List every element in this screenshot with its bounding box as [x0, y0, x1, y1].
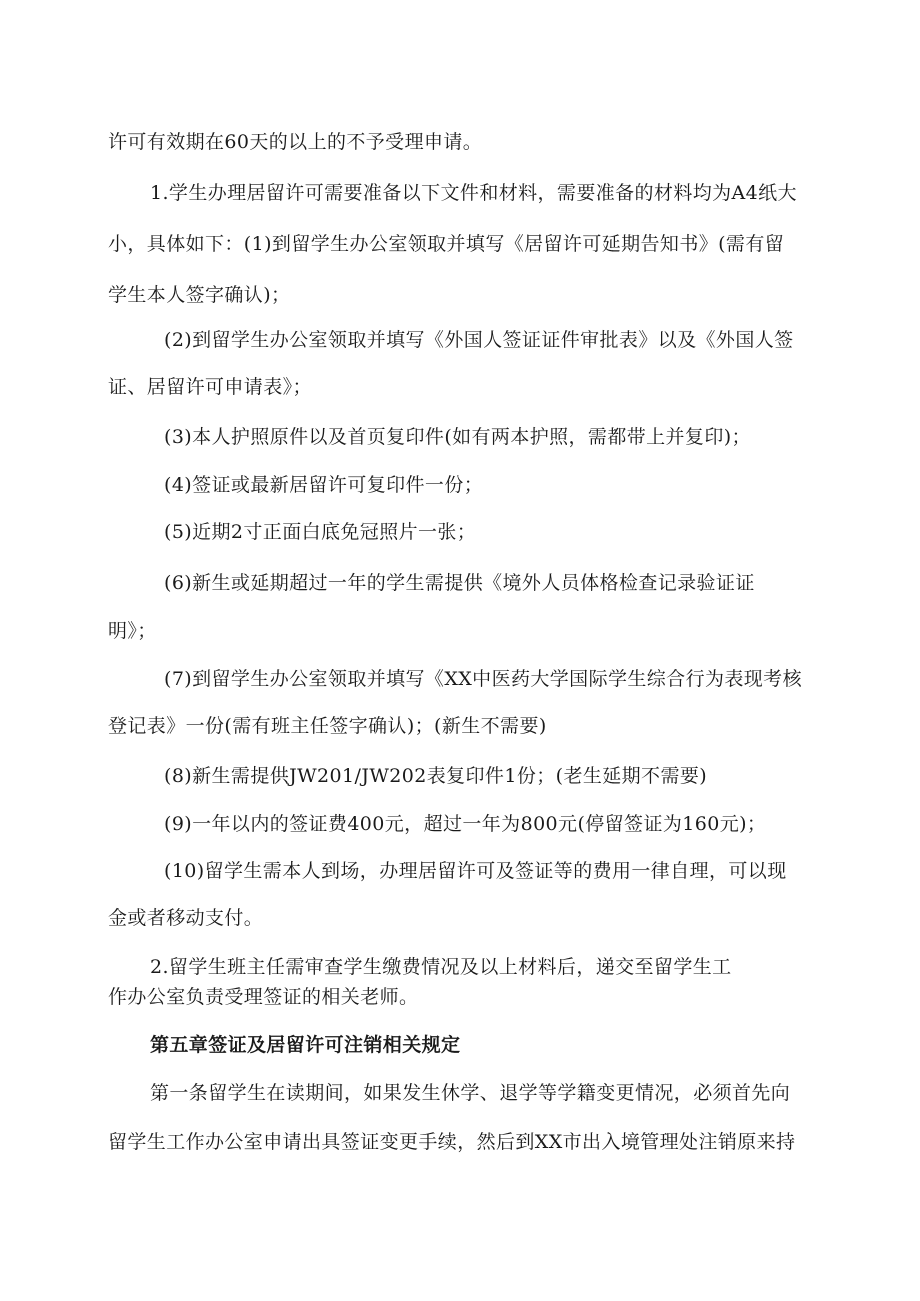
item1-line2: 小，具体如下：(1)到留学生办公室领取并填写《居留许可延期告知书》(需有留 — [108, 233, 785, 255]
item1-line1: 1.学生办理居留许可需要准备以下文件和材料，需要准备的材料均为A4纸大 — [150, 182, 797, 204]
sub8-line: (8)新生需提供JW201/JW202表复印件1份；(老生延期不需要) — [164, 765, 708, 787]
continuation-line: 许可有效期在60天的以上的不予受理申请。 — [108, 131, 483, 153]
sub6-line2: 明》； — [108, 620, 157, 642]
sub7-line2: 登记表》一份(需有班主任签字确认)；(新生不需要) — [108, 715, 547, 737]
sub3-line: (3)本人护照原件以及首页复印件(如有两本护照，需都带上并复印)； — [164, 426, 751, 448]
sub10-line1: (10)留学生需本人到场，办理居留许可及签证等的费用一律自理，可以现 — [164, 860, 787, 882]
article1-line1: 第一条留学生在读期间，如果发生休学、退学等学籍变更情况，必须首先向 — [150, 1082, 791, 1104]
sub2-line2: 证、居留许可申请表》； — [108, 376, 312, 398]
article1-line2: 留学生工作办公室申请出具签证变更手续，然后到XX市出入境管理处注销原来持 — [108, 1131, 796, 1153]
sub7-line1: (7)到留学生办公室领取并填写《XX中医药大学国际学生综合行为表现考核 — [164, 668, 802, 690]
item2-line1: 2.留学生班主任需审查学生缴费情况及以上材料后，递交至留学生工 — [150, 956, 732, 978]
sub9-line: (9)一年以内的签证费400元，超过一年为800元(停留签证为160元)； — [164, 813, 767, 835]
sub6-line1: (6)新生或延期超过一年的学生需提供《境外人员体格检查记录验证证 — [164, 572, 755, 594]
chapter5-title: 第五章签证及居留许可注销相关规定 — [150, 1034, 461, 1056]
item2-line2: 作办公室负责受理签证的相关老师。 — [108, 986, 419, 1008]
sub2-line1: (2)到留学生办公室领取并填写《外国人签证证件审批表》以及《外国人签 — [164, 329, 794, 351]
item1-line3: 学生本人签字确认)； — [108, 284, 291, 306]
sub5-line: (5)近期2寸正面白底免冠照片一张； — [164, 521, 477, 543]
sub10-line2: 金或者移动支付。 — [108, 907, 264, 929]
sub4-line: (4)签证或最新居留许可复印件一份； — [164, 474, 484, 496]
